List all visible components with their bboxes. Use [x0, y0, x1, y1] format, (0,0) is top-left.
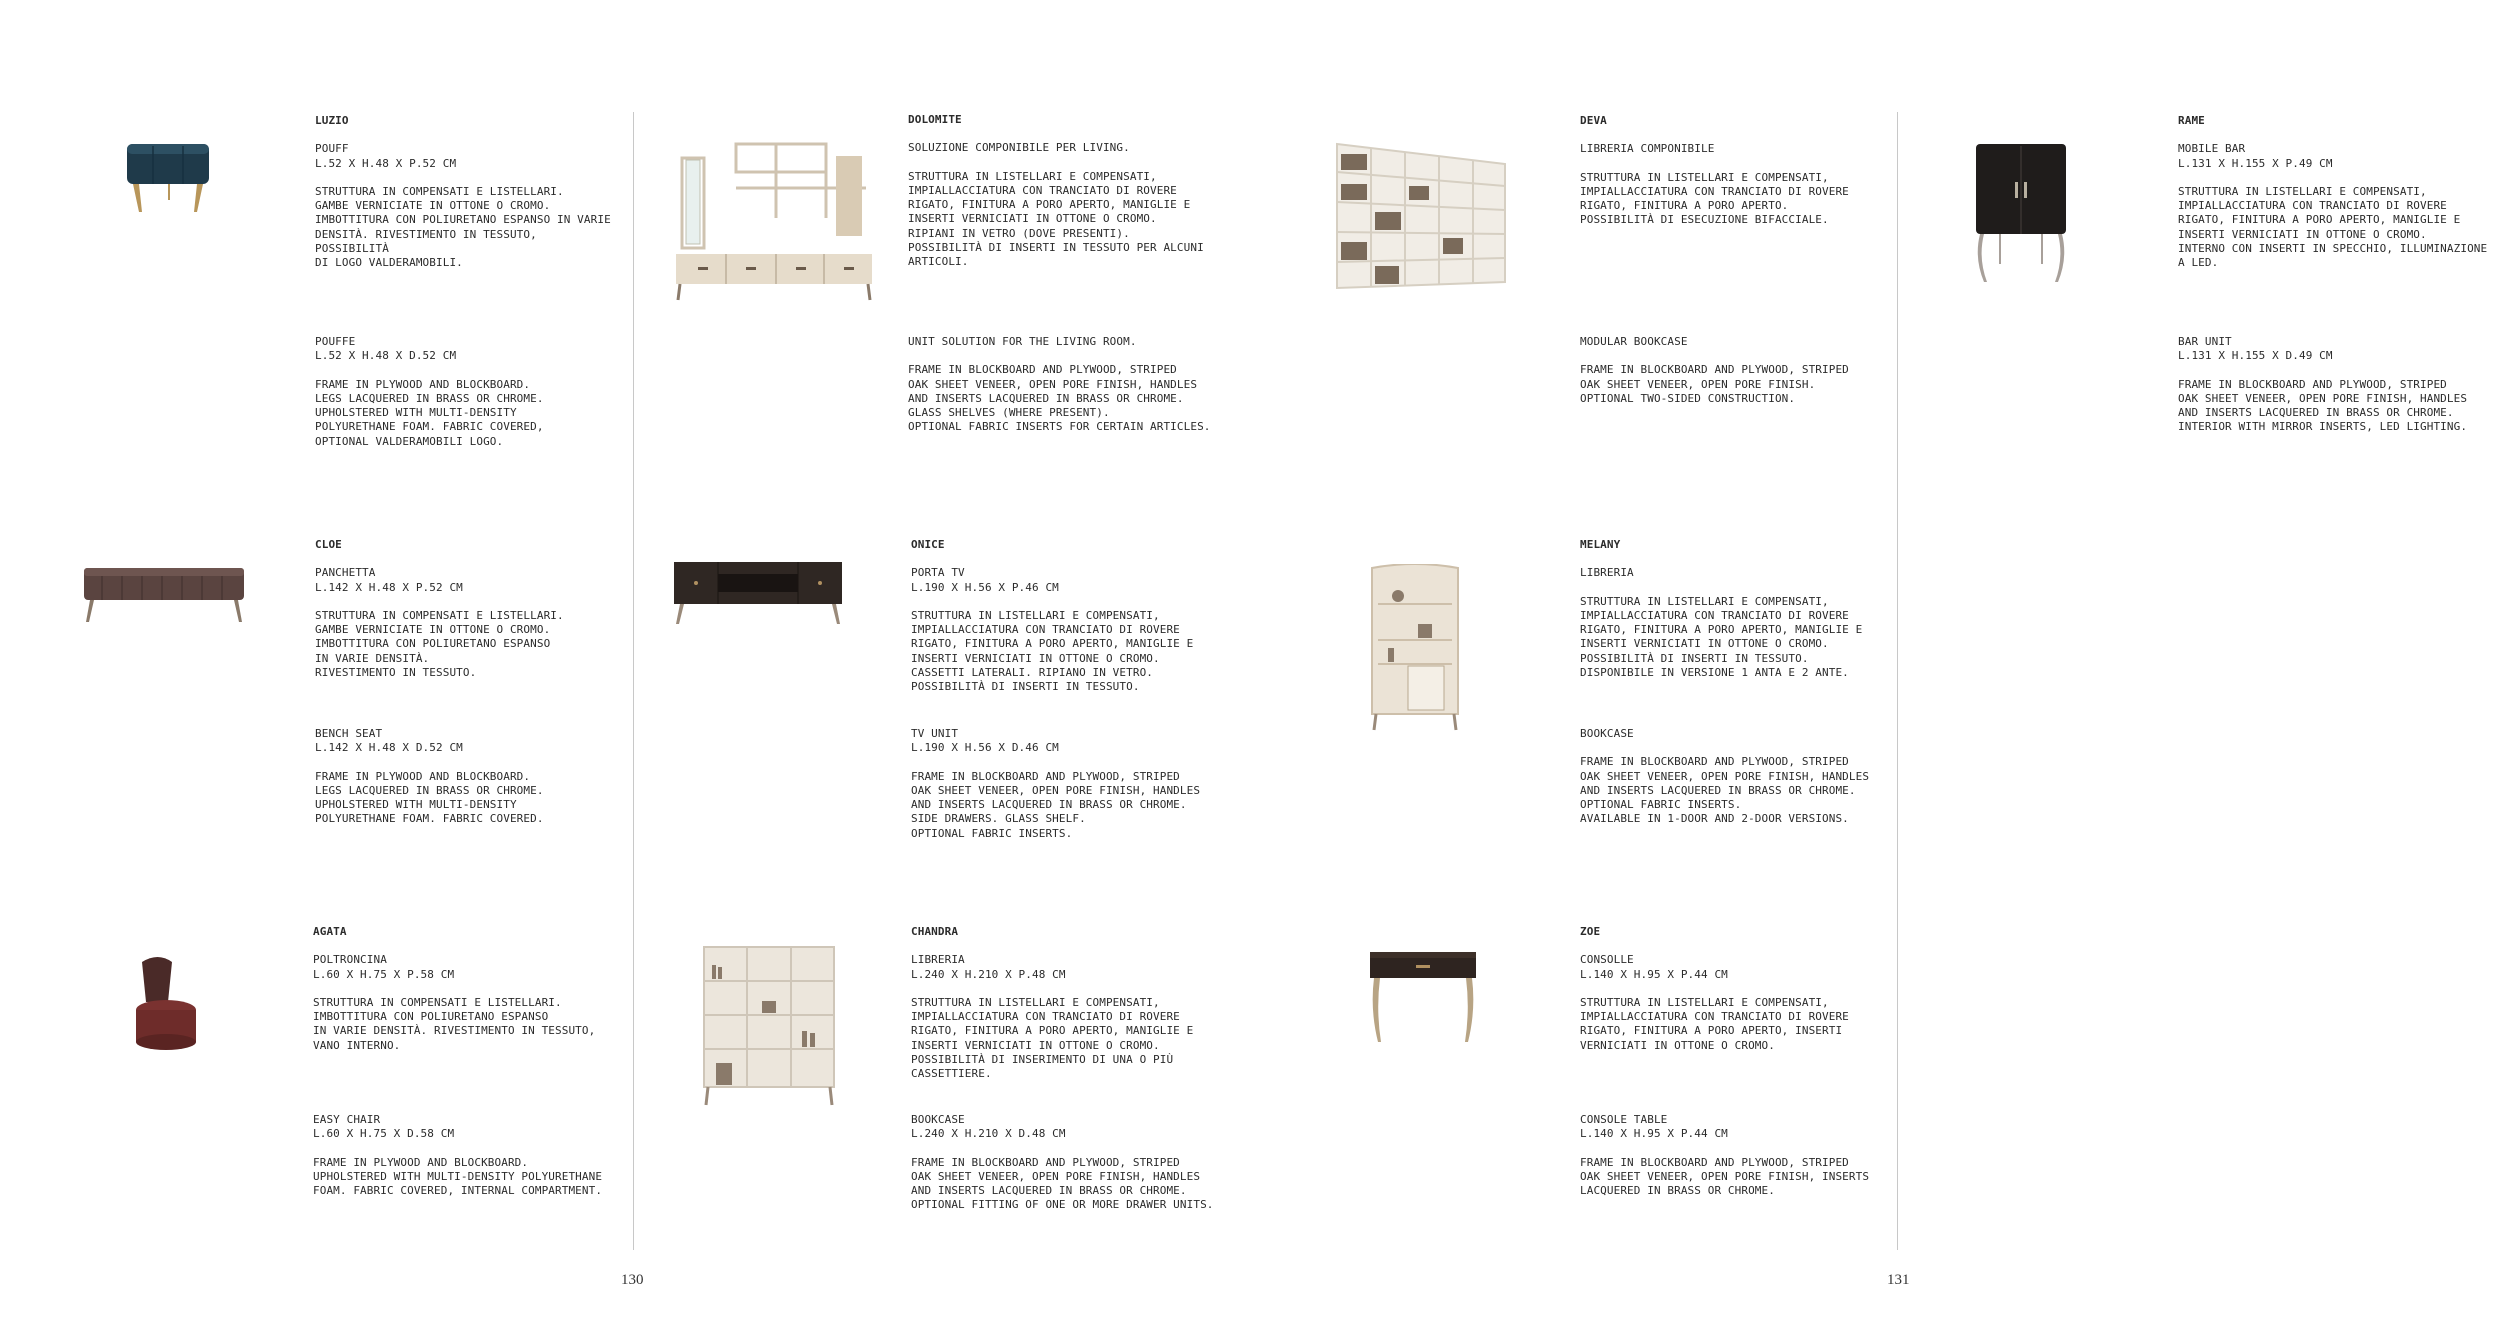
- product-melany: [1580, 538, 1880, 826]
- english-description: FRAME IN BLOCKBOARD AND PLYWOOD, STRIPED OAK SHEET VENEER, OPEN PORE FINISH. OPTIONAL TWO-SIDED CONSTRUCTION.: [1580, 363, 1849, 405]
- product-chandra: [911, 925, 1231, 1212]
- italian-description: STRUTTURA IN LISTELLARI E COMPENSATI, IMPIALLACCIATURA CON TRANCIATO DI ROVERE RIGATO, FINITURA A PORO APERTO, MANIGLIE E INSERTI VERNICIATI IN OTTONE O CROMO. POSSIBILITÀ DI INSERIMENTO DI UNA O PIÙ CASSETTIERE.: [911, 995, 1194, 1081]
- english-block: [911, 1113, 1214, 1213]
- english-block: [315, 335, 544, 449]
- english-block: [313, 1113, 602, 1198]
- onice-tv-unit-image: [672, 560, 844, 626]
- cloe-bench-image: [82, 564, 246, 628]
- page-number-right: 131: [1887, 1272, 1910, 1288]
- product-name: CHANDRA: [911, 925, 959, 938]
- page-number-left: 130: [621, 1272, 644, 1288]
- italian-type: LIBRERIA: [1580, 566, 1634, 580]
- dolomite-wall-unit-image: [676, 138, 872, 302]
- italian-description: STRUTTURA IN LISTELLARI E COMPENSATI, IMPIALLACCIATURA CON TRANCIATO DI ROVERE RIGATO, FINITURA A PORO APERTO, MANIGLIE E INSERTI VERNICIATI IN OTTONE O CROMO. POSSIBILITÀ DI INSERTI IN TESSUTO. DISPONIBILE IN VERSIONE 1 ANTA E 2 ANTE.: [1580, 594, 1863, 680]
- english-description: FRAME IN PLYWOOD AND BLOCKBOARD. LEGS LACQUERED IN BRASS OR CHROME. UPHOLSTERED WITH MULTI-DENSITY POLYURETHANE FOAM. FABRIC COVERED, OPTIONAL VALDERAMOBILI LOGO.: [315, 377, 544, 448]
- agata-chair-image: [128, 952, 206, 1052]
- english-description: FRAME IN BLOCKBOARD AND PLYWOOD, STRIPED OAK SHEET VENEER, OPEN PORE FINISH, HANDLES AND INSERTS LACQUERED IN BRASS OR CHROME. INTERIOR WITH MIRROR INSERTS, LED LIGHTING.: [2178, 377, 2468, 434]
- english-type: BENCH SEAT: [315, 727, 383, 740]
- english-dimensions: L.52 X H.48 X D.52 CM: [315, 349, 457, 363]
- italian-type: PORTA TV: [911, 566, 965, 580]
- chandra-bookcase-image: [702, 945, 836, 1107]
- english-description: FRAME IN BLOCKBOARD AND PLYWOOD, STRIPED OAK SHEET VENEER, OPEN PORE FINISH, HANDLES AND INSERTS LACQUERED IN BRASS OR CHROME. SIDE DRAWERS. GLASS SHELF. OPTIONAL FABRIC INSERTS.: [911, 769, 1201, 840]
- english-description: FRAME IN BLOCKBOARD AND PLYWOOD, STRIPED OAK SHEET VENEER, OPEN PORE FINISH, HANDLES AND INSERTS LACQUERED IN BRASS OR CHROME. GLASS SHELVES (WHERE PRESENT). OPTIONAL FABRIC INSERTS FOR CERTAIN ARTICLES.: [908, 363, 1211, 434]
- product-name: ZOE: [1580, 925, 1601, 938]
- english-block: [911, 727, 1200, 841]
- italian-type: PANCHETTA: [315, 566, 376, 580]
- italian-dimensions: L.60 X H.75 X P.58 CM: [313, 967, 455, 981]
- english-dimensions: L.60 X H.75 X D.58 CM: [313, 1127, 455, 1141]
- italian-description: STRUTTURA IN COMPENSATI E LISTELLARI. GAMBE VERNICIATE IN OTTONE O CROMO. IMBOTTITURA CON POLIURETANO ESPANSO IN VARIE DENSITÀ. RIVESTIMENTO IN TESSUTO.: [315, 608, 564, 680]
- luzio-pouf-image: [125, 140, 211, 216]
- english-type: CONSOLE TABLE: [1580, 1113, 1668, 1126]
- english-description: FRAME IN BLOCKBOARD AND PLYWOOD, STRIPED OAK SHEET VENEER, OPEN PORE FINISH, HANDLES AND INSERTS LACQUERED IN BRASS OR CHROME. OPTIONAL FITTING OF ONE OR MORE DRAWER UNITS.: [911, 1155, 1214, 1212]
- italian-description: STRUTTURA IN LISTELLARI E COMPENSATI, IMPIALLACCIATURA CON TRANCIATO DI ROVERE RIGATO, FINITURA A PORO APERTO, MANIGLIE E INSERTI VERNICIATI IN OTTONE O CROMO. RIPIANI IN VETRO (DOVE PRESENTI). POSSIBILITÀ DI INSERTI IN TESSUTO PER ALCUNI ARTICOLI.: [908, 169, 1204, 269]
- english-block: [908, 335, 1211, 435]
- product-name: CLOE: [315, 538, 342, 551]
- italian-dimensions: L.52 X H.48 X P.52 CM: [315, 156, 457, 170]
- english-block: [315, 727, 544, 827]
- english-type: BOOKCASE: [1580, 727, 1634, 740]
- product-zoe: [1580, 925, 1880, 1198]
- italian-dimensions: L.240 X H.210 X P.48 CM: [911, 967, 1066, 981]
- page-divider-right: [1897, 112, 1898, 1250]
- english-dimensions: L.190 X H.56 X D.46 CM: [911, 741, 1059, 755]
- italian-type: POLTRONCINA: [313, 953, 387, 967]
- product-name: AGATA: [313, 925, 347, 938]
- product-deva: [1580, 114, 1880, 405]
- product-cloe: [315, 538, 615, 826]
- italian-type: SOLUZIONE COMPONIBILE PER LIVING.: [908, 141, 1130, 155]
- page-divider-left: [633, 112, 634, 1250]
- italian-dimensions: L.131 X H.155 X P.49 CM: [2178, 156, 2333, 170]
- deva-bookcase-image: [1335, 142, 1507, 290]
- english-dimensions: L.131 X H.155 X D.49 CM: [2178, 349, 2333, 363]
- english-block: [2178, 335, 2467, 435]
- product-name: RAME: [2178, 114, 2205, 127]
- product-dolomite: [908, 113, 1228, 434]
- english-type: POUFFE: [315, 335, 356, 348]
- italian-description: STRUTTURA IN LISTELLARI E COMPENSATI, IMPIALLACCIATURA CON TRANCIATO DI ROVERE RIGATO, FINITURA A PORO APERTO, MANIGLIE E INSERTI VERNICIATI IN OTTONE O CROMO. INTERNO CON INSERTI IN SPECCHIO, ILLUMINAZIONE A LED.: [2178, 184, 2488, 270]
- english-type: EASY CHAIR: [313, 1113, 381, 1126]
- english-description: FRAME IN PLYWOOD AND BLOCKBOARD. LEGS LACQUERED IN BRASS OR CHROME. UPHOLSTERED WITH MULTI-DENSITY POLYURETHANE FOAM. FABRIC COVERED.: [315, 769, 544, 826]
- italian-description: STRUTTURA IN LISTELLARI E COMPENSATI, IMPIALLACCIATURA CON TRANCIATO DI ROVERE RIGATO, FINITURA A PORO APERTO, INSERTI VERNICIATI IN OTTONE O CROMO.: [1580, 995, 1849, 1052]
- product-name: ONICE: [911, 538, 945, 551]
- english-type: MODULAR BOOKCASE: [1580, 335, 1688, 348]
- italian-type: LIBRERIA: [911, 953, 965, 967]
- italian-type: MOBILE BAR: [2178, 142, 2246, 156]
- product-luzio: [315, 114, 615, 448]
- product-onice: [911, 538, 1231, 840]
- melany-cabinet-image: [1368, 564, 1462, 732]
- italian-description: STRUTTURA IN COMPENSATI E LISTELLARI. GAMBE VERNICIATE IN OTTONE O CROMO. IMBOTTITURA CON POLIURETANO ESPANSO IN VARIE DENSITÀ. RIVESTIMENTO IN TESSUTO, POSSIBILITÀ DI LOGO VALDERAMOBILI.: [315, 184, 611, 270]
- english-block: [1580, 1113, 1869, 1198]
- product-name: LUZIO: [315, 114, 349, 127]
- italian-type: POUFF: [315, 142, 349, 156]
- english-description: FRAME IN BLOCKBOARD AND PLYWOOD, STRIPED OAK SHEET VENEER, OPEN PORE FINISH, HANDLES AND INSERTS LACQUERED IN BRASS OR CHROME. OPTIONAL FABRIC INSERTS. AVAILABLE IN 1-DOOR AND 2-DOOR VERSIONS.: [1580, 755, 1870, 826]
- english-type: UNIT SOLUTION FOR THE LIVING ROOM.: [908, 335, 1137, 348]
- english-type: TV UNIT: [911, 727, 959, 740]
- english-type: BOOKCASE: [911, 1113, 965, 1126]
- italian-description: STRUTTURA IN LISTELLARI E COMPENSATI, IMPIALLACCIATURA CON TRANCIATO DI ROVERE RIGATO, FINITURA A PORO APERTO. POSSIBILITÀ DI ESECUZIONE BIFACCIALE.: [1580, 170, 1849, 227]
- english-type: BAR UNIT: [2178, 335, 2232, 348]
- english-dimensions: L.142 X H.48 X D.52 CM: [315, 741, 463, 755]
- italian-description: STRUTTURA IN COMPENSATI E LISTELLARI. IMBOTTITURA CON POLIURETANO ESPANSO IN VARIE DENSITÀ. RIVESTIMENTO IN TESSUTO, VANO INTERNO.: [313, 995, 596, 1052]
- product-name: DOLOMITE: [908, 113, 962, 126]
- english-block: [1580, 335, 1849, 406]
- product-name: DEVA: [1580, 114, 1607, 127]
- italian-dimensions: L.140 X H.95 X P.44 CM: [1580, 967, 1728, 981]
- italian-type: CONSOLLE: [1580, 953, 1634, 967]
- italian-dimensions: L.142 X H.48 X P.52 CM: [315, 580, 463, 594]
- english-dimensions: L.140 X H.95 X P.44 CM: [1580, 1127, 1728, 1141]
- english-description: FRAME IN PLYWOOD AND BLOCKBOARD. UPHOLSTERED WITH MULTI-DENSITY POLYURETHANE FOAM. FABRIC COVERED, INTERNAL COMPARTMENT.: [313, 1155, 603, 1198]
- product-agata: [313, 925, 633, 1198]
- italian-description: STRUTTURA IN LISTELLARI E COMPENSATI, IMPIALLACCIATURA CON TRANCIATO DI ROVERE RIGATO, FINITURA A PORO APERTO, MANIGLIE E INSERTI VERNICIATI IN OTTONE O CROMO. CASSETTI LATERALI. RIPIANO IN VETRO. POSSIBILITÀ DI INSERTI IN TESSUTO.: [911, 608, 1194, 694]
- english-description: FRAME IN BLOCKBOARD AND PLYWOOD, STRIPED OAK SHEET VENEER, OPEN PORE FINISH, INSERTS LACQUERED IN BRASS OR CHROME.: [1580, 1155, 1870, 1198]
- english-dimensions: L.240 X H.210 X D.48 CM: [911, 1127, 1066, 1141]
- italian-type: LIBRERIA COMPONIBILE: [1580, 142, 1715, 156]
- italian-dimensions: L.190 X H.56 X P.46 CM: [911, 580, 1059, 594]
- zoe-console-image: [1368, 950, 1478, 1046]
- english-block: [1580, 727, 1869, 827]
- product-rame: [2178, 114, 2494, 434]
- rame-bar-cabinet-image: [1970, 142, 2072, 284]
- product-name: MELANY: [1580, 538, 1621, 551]
